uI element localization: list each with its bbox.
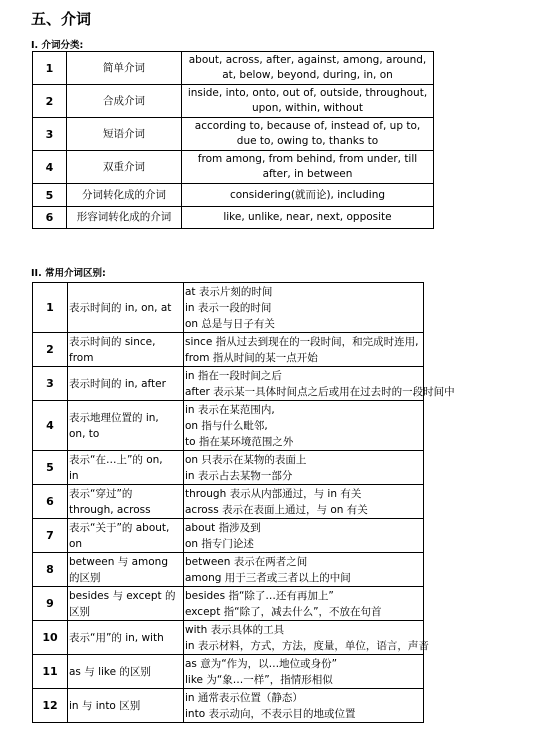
description-line: in 表示在某范围内,	[185, 403, 275, 416]
description-line: on 只表示在某物的表面上	[185, 453, 307, 466]
row-number: 11	[33, 655, 68, 689]
table-row	[33, 283, 424, 333]
description-cell	[184, 485, 424, 519]
section-heading-classification: I. 介词分类:	[31, 40, 84, 51]
example-line: according to, because of, instead of, up to,	[194, 120, 421, 132]
description-line: to 指在某环境范围之外	[185, 435, 294, 448]
description-cell	[184, 519, 424, 553]
table-row	[33, 587, 424, 621]
description-cell	[184, 689, 424, 723]
row-number: 4	[33, 401, 68, 451]
topic-line: as 与 like 的区别	[69, 665, 151, 678]
example-line: like, unlike, near, next, opposite	[223, 211, 392, 223]
category-cell: 分词转化成的介词	[67, 184, 182, 207]
examples-cell	[182, 151, 434, 184]
description-line: with 表示具体的工具	[185, 623, 285, 636]
topic-cell	[68, 621, 184, 655]
description-line: as 意为“作为，以…地位或身份”	[185, 657, 338, 670]
row-number: 2	[33, 85, 67, 118]
topic-cell	[68, 587, 184, 621]
table-row	[33, 85, 434, 118]
description-line: since 指从过去到现在的一段时间，和完成时连用,	[185, 335, 419, 348]
topic-line: between 与 among	[69, 555, 168, 568]
page-title: 五、介词	[31, 10, 92, 28]
row-number: 2	[33, 333, 68, 367]
description-cell	[184, 451, 424, 485]
example-line: inside, into, onto, out of, outside, throughout,	[187, 87, 428, 99]
row-number: 3	[33, 118, 67, 151]
topic-cell	[68, 367, 184, 401]
description-line: between 表示在两者之间	[185, 555, 308, 568]
example-line: after, in between	[262, 168, 353, 180]
topic-cell	[68, 655, 184, 689]
classification-table	[32, 51, 434, 229]
topic-cell	[68, 283, 184, 333]
row-number: 5	[33, 184, 67, 207]
category-cell: 短语介词	[67, 118, 182, 151]
description-line: into 表示动向，不表示目的地或位置	[185, 707, 356, 720]
section-heading-differences: II. 常用介词区别:	[31, 268, 106, 279]
topic-line: from	[69, 351, 94, 364]
description-line: besides 指“除了…还有再加上”	[185, 589, 334, 602]
example-line: about, across, after, against, among, around,	[188, 54, 427, 66]
row-number: 7	[33, 519, 68, 553]
table-row	[33, 655, 424, 689]
topic-cell	[68, 451, 184, 485]
topic-line: 表示“在…上”的 on,	[69, 453, 163, 466]
description-cell	[184, 333, 424, 367]
topic-line: 表示时间的 since,	[69, 335, 156, 348]
topic-line: 区别	[69, 605, 90, 618]
description-cell	[184, 367, 455, 401]
topic-cell	[68, 401, 184, 451]
example-line: upon, within, without	[251, 102, 364, 114]
description-line: in 通常表示位置（静态）	[185, 691, 303, 704]
row-number: 8	[33, 553, 68, 587]
example-line: from among, from behind, from under, till	[197, 153, 418, 165]
description-line: about 指涉及到	[185, 521, 261, 534]
description-cell	[184, 621, 429, 655]
description-line: from 指从时间的某一点开始	[185, 351, 318, 364]
row-number: 10	[33, 621, 68, 655]
description-line: in 指在一段时间之后	[185, 369, 282, 382]
topic-line: 表示“关于”的 about,	[69, 521, 170, 534]
examples-cell	[182, 52, 434, 85]
example-line: due to, owing to, thanks to	[236, 135, 379, 147]
topic-line: 表示地理位置的 in,	[69, 411, 159, 424]
topic-line: 表示“穿过”的	[69, 487, 133, 500]
table-row	[33, 519, 424, 553]
table-row	[33, 621, 424, 655]
row-number: 1	[33, 52, 67, 85]
table-row	[33, 401, 424, 451]
category-cell: 双重介词	[67, 151, 182, 184]
table-row	[33, 333, 424, 367]
table-row	[33, 689, 424, 723]
topic-cell	[68, 689, 184, 723]
description-line: after 表示某一具体时间点之后或用在过去时的一段时间中	[185, 385, 455, 398]
description-cell	[184, 283, 424, 333]
category-cell: 形容词转化成的介词	[67, 207, 182, 229]
example-line: considering(就而论), including	[229, 188, 386, 201]
description-line: in 表示材料，方式，方法，度量，单位，语言，声音	[185, 639, 429, 652]
description-line: except 指“除了，减去什么”，不放在句首	[185, 605, 382, 618]
description-cell	[184, 655, 424, 689]
topic-line: on	[69, 537, 83, 550]
topic-line: in	[69, 469, 79, 482]
description-line: on 总是与日子有关	[185, 317, 275, 330]
table-row	[33, 184, 434, 207]
row-number: 6	[33, 485, 68, 519]
topic-cell	[68, 553, 184, 587]
table-row	[33, 118, 434, 151]
row-number: 6	[33, 207, 67, 229]
description-line: among 用于三者或三者以上的中间	[185, 571, 351, 584]
examples-cell	[182, 85, 434, 118]
table-row	[33, 151, 434, 184]
table-row	[33, 52, 434, 85]
description-line: in 表示占去某物一部分	[185, 469, 293, 482]
table-row	[33, 553, 424, 587]
row-number: 12	[33, 689, 68, 723]
description-line: on 指专门论述	[185, 537, 254, 550]
topic-line: through, across	[69, 503, 151, 516]
description-line: like 为“象…一样”，指情形相似	[185, 673, 333, 686]
topic-cell	[68, 519, 184, 553]
row-number: 5	[33, 451, 68, 485]
topic-line: on, to	[69, 427, 100, 440]
topic-cell	[68, 333, 184, 367]
table-row	[33, 207, 434, 229]
topic-line: 表示“用”的 in, with	[69, 631, 164, 644]
description-line: in 表示一段的时间	[185, 301, 272, 314]
description-line: on 指与什么毗邻,	[185, 419, 268, 432]
examples-cell	[182, 207, 434, 229]
differences-table	[32, 282, 455, 723]
row-number: 1	[33, 283, 68, 333]
topic-line: in 与 into 区别	[69, 699, 141, 712]
description-line: at 表示片刻的时间	[185, 285, 273, 298]
topic-line: 表示时间的 in, after	[69, 377, 166, 390]
topic-cell	[68, 485, 184, 519]
category-cell: 合成介词	[67, 85, 182, 118]
topic-line: 的区别	[69, 571, 101, 584]
examples-cell	[182, 184, 434, 207]
row-number: 3	[33, 367, 68, 401]
description-cell	[184, 587, 424, 621]
description-cell	[184, 401, 424, 451]
description-line: across 表示在表面上通过，与 on 有关	[185, 503, 368, 516]
topic-line: besides 与 except 的	[69, 589, 176, 602]
table-row	[33, 367, 424, 401]
row-number: 9	[33, 587, 68, 621]
description-cell	[184, 553, 424, 587]
examples-cell	[182, 118, 434, 151]
example-line: at, below, beyond, during, in, on	[222, 69, 393, 81]
topic-line: 表示时间的 in, on, at	[69, 301, 172, 314]
category-cell: 简单介词	[67, 52, 182, 85]
description-line: through 表示从内部通过，与 in 有关	[185, 487, 362, 500]
row-number: 4	[33, 151, 67, 184]
table-row	[33, 485, 424, 519]
table-row	[33, 451, 424, 485]
